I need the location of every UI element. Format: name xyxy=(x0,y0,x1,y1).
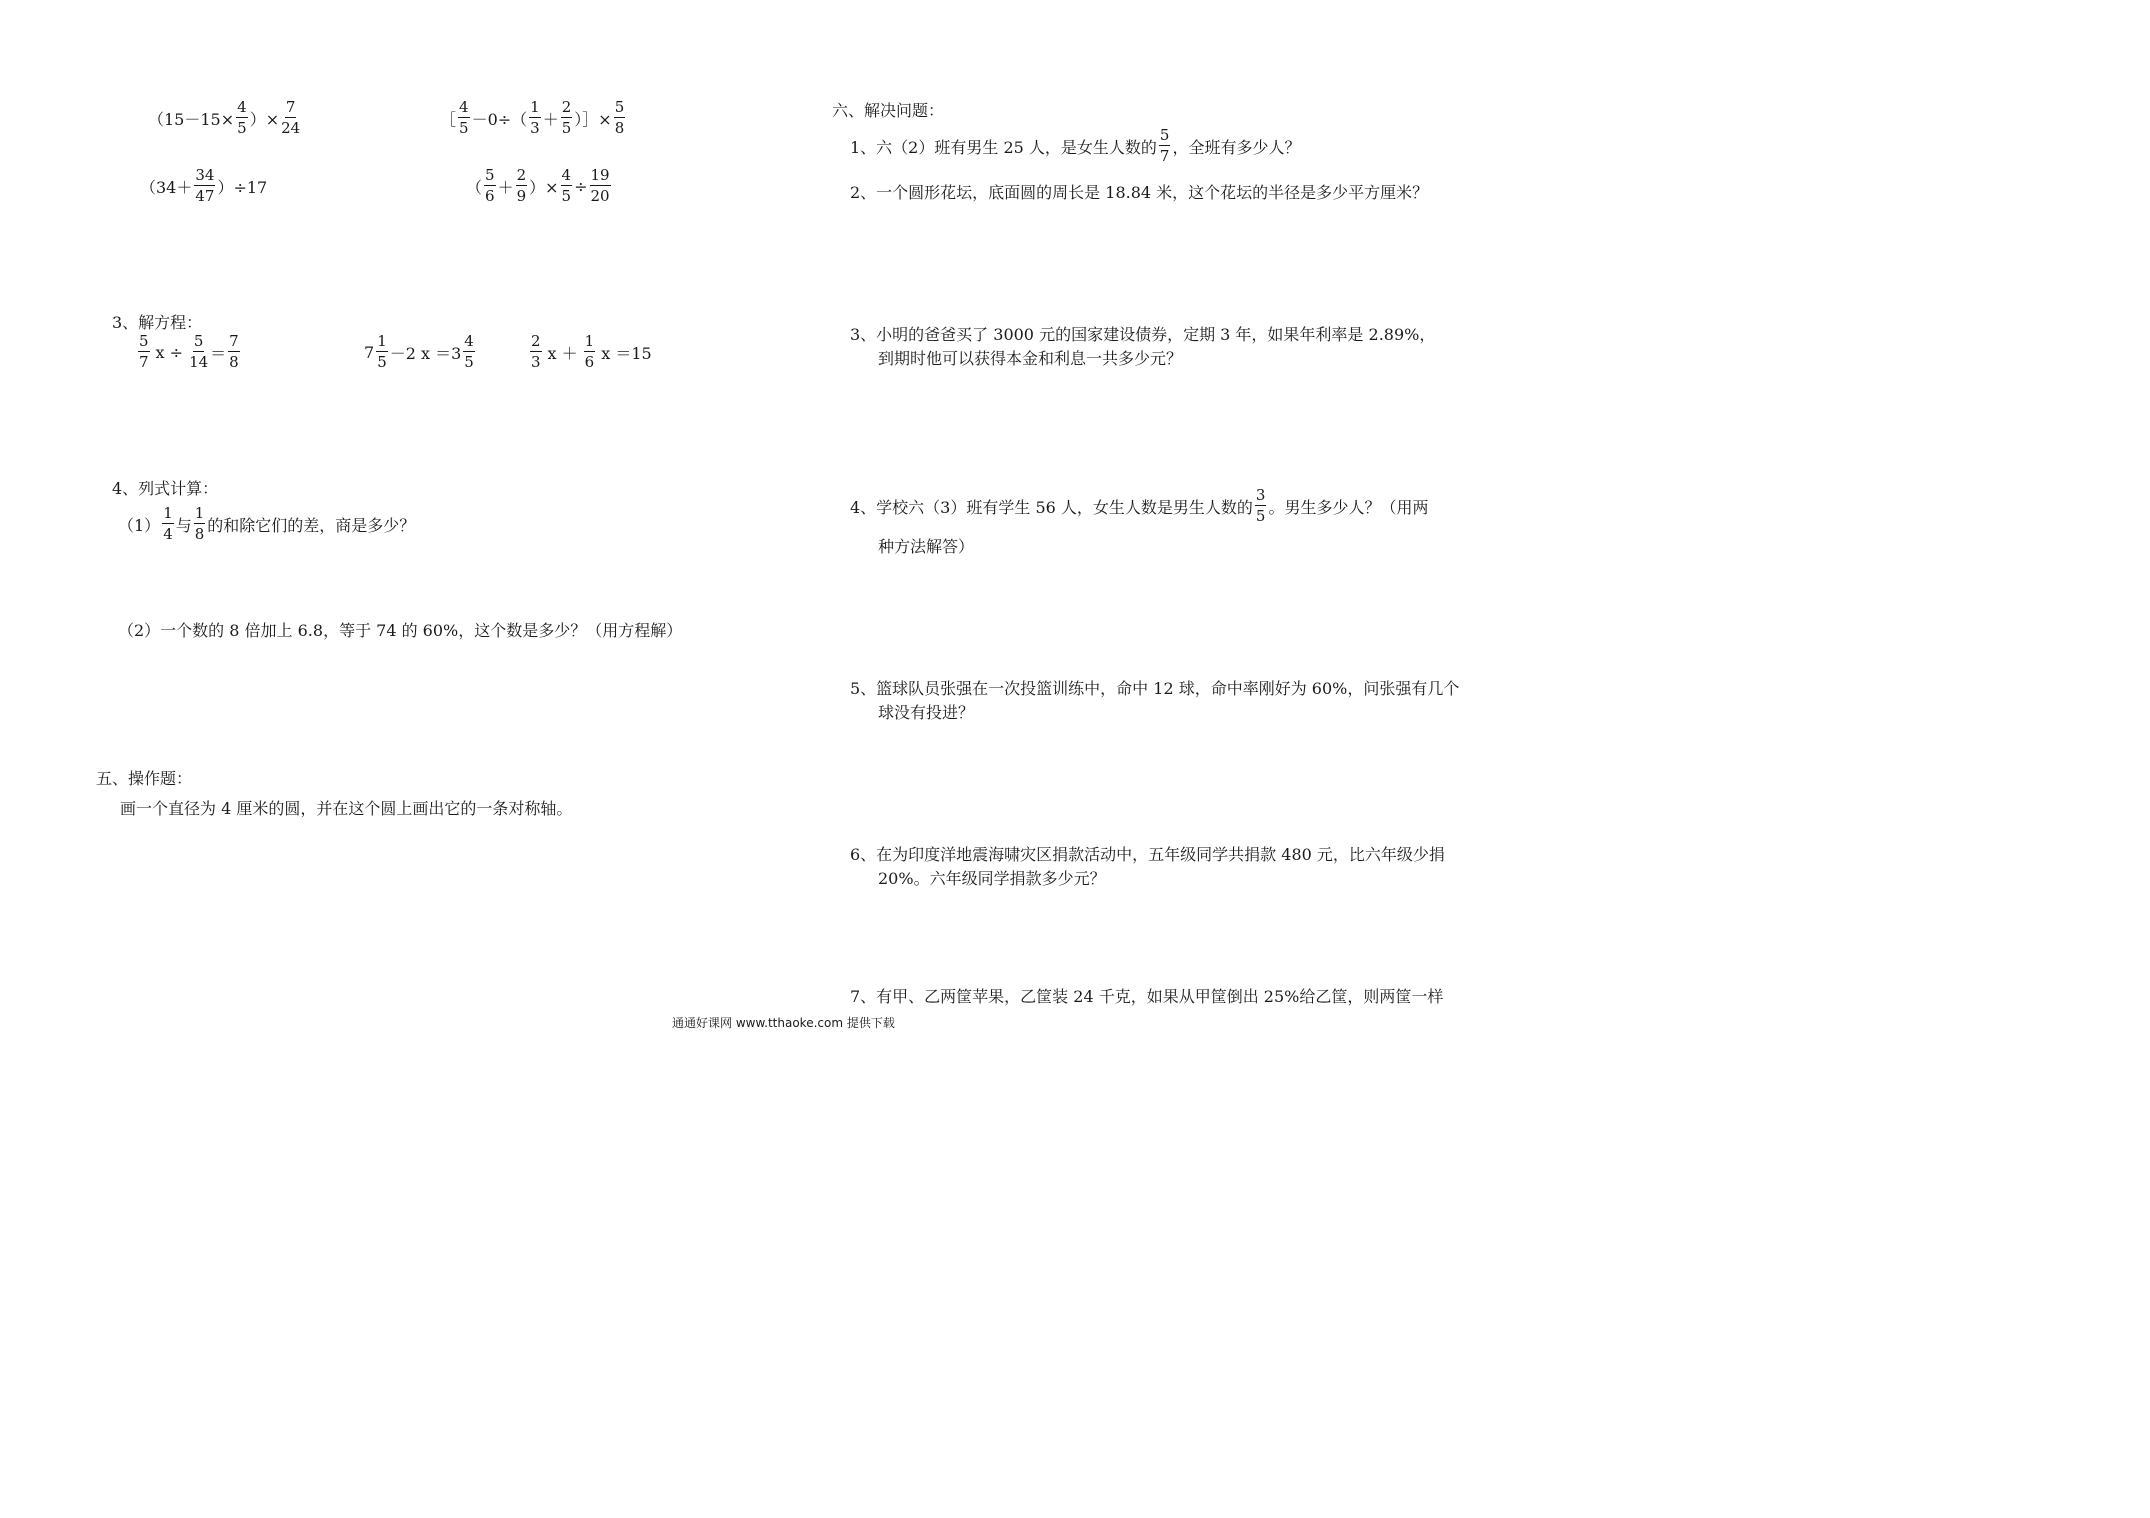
fraction: $\frac{5}{7}$ xyxy=(139,332,149,371)
problem-3-line-1: 3、小明的爸爸买了 3000 元的国家建设债券，定期 3 年，如果年利率是 2.89%， xyxy=(850,325,1436,344)
fraction: $\frac{1}{3}$ xyxy=(530,98,540,137)
fraction: $\frac{4}{5}$ xyxy=(561,166,572,205)
problem-3-line-2: 到期时他可以获得本金和利息一共多少元？ xyxy=(878,349,1183,368)
fraction: $\frac{2}{9}$ xyxy=(516,166,527,205)
section-title-list-calc: 4、列式计算： xyxy=(112,479,219,498)
list-calc-problem-1: （1） $\frac{1}{4}$ 与 $\frac{1}{8}$ 的和除它们的差，商是多少？ xyxy=(118,504,416,543)
calc-expression-1: （15－15× $\frac{4}{5}$ ）× $\frac{7}{24}$ xyxy=(148,98,301,137)
fraction: $\frac{5}{8}$ xyxy=(614,98,625,137)
fraction: $\frac{1}{6}$ xyxy=(584,332,595,371)
fraction: $\frac{5}{7}$ xyxy=(1159,126,1170,165)
problem-1: 1、六（2）班有男生 25 人，是女生人数的 $\frac{5}{7}$ ，全班有多少人？ xyxy=(850,126,1301,165)
section-title-problems: 六、解决问题： xyxy=(832,101,945,120)
fraction: $\frac{4}{5}$ xyxy=(459,98,469,137)
section-title-equations: 3、解方程： xyxy=(112,313,203,332)
list-calc-problem-2: （2）一个数的 8 倍加上 6.8，等于 74 的 60%，这个数是多少？（用方程解） xyxy=(118,621,683,640)
problem-2: 2、一个圆形花坛，底面圆的周长是 18.84 米，这个花坛的半径是多少平方厘米？ xyxy=(850,183,1429,202)
problem-6-line-2: 20%。六年级同学捐款多少元？ xyxy=(878,869,1106,888)
equation-1: $\frac{5}{7}$ x ÷ $\frac{5}{14}$ ＝ $\frac{7}{8}$ xyxy=(139,332,239,371)
fraction: $\frac{34}{47}$ xyxy=(195,166,215,205)
problem-5-line-2: 球没有投进？ xyxy=(878,703,975,722)
fraction: $\frac{5}{6}$ xyxy=(485,166,495,205)
calc-expression-3: （34＋ $\frac{34}{47}$ ）÷17 xyxy=(140,166,268,205)
fraction: $\frac{2}{3}$ xyxy=(531,332,541,371)
fraction: $\frac{5}{14}$ xyxy=(189,332,209,371)
problem-6-line-1: 6、在为印度洋地震海啸灾区捐款活动中，五年级同学共捐款 480 元，比六年级少捐 xyxy=(850,845,1445,864)
fraction: $\frac{2}{5}$ xyxy=(561,98,572,137)
problem-7: 7、有甲、乙两筐苹果，乙筐装 24 千克，如果从甲筐倒出 25%给乙筐，则两筐一样 xyxy=(850,987,1444,1006)
footer-source: 通通好课网 www.tthaoke.com 提供下载 xyxy=(672,1016,895,1030)
problem-4-line-2: 种方法解答） xyxy=(878,537,975,556)
fraction: $\frac{7}{8}$ xyxy=(229,332,239,371)
problem-5-line-1: 5、篮球队员张强在一次投篮训练中，命中 12 球，命中率刚好为 60%，问张强有几个 xyxy=(850,679,1460,698)
operation-text: 画一个直径为 4 厘米的圆，并在这个圆上画出它的一条对称轴。 xyxy=(120,799,573,818)
fraction: $\frac{1}{5}$ xyxy=(377,332,387,371)
fraction: $\frac{1}{8}$ xyxy=(194,504,205,543)
problem-4-line-1: 4、学校六（3）班有学生 56 人，女生人数是男生人数的 $\frac{3}{5}$ 。男生多少人？（用两 xyxy=(850,486,1429,525)
calc-expression-4: （ $\frac{5}{6}$ ＋ $\frac{2}{9}$ ）× $\frac{4}{5}$ ÷ $\frac{19}{20}$ xyxy=(466,166,610,205)
equation-2: 7 $\frac{1}{5}$ －2 x ＝3 $\frac{4}{5}$ xyxy=(364,332,474,371)
fraction: $\frac{4}{5}$ xyxy=(464,332,474,371)
fraction: $\frac{3}{5}$ xyxy=(1255,486,1266,525)
equation-3: $\frac{2}{3}$ x ＋ $\frac{1}{6}$ x ＝15 xyxy=(531,332,652,371)
section-title-operation: 五、操作题： xyxy=(96,769,193,788)
fraction: $\frac{4}{5}$ xyxy=(237,98,247,137)
fraction: $\frac{19}{20}$ xyxy=(590,166,610,205)
fraction: $\frac{7}{24}$ xyxy=(281,98,301,137)
calc-expression-2: ［ $\frac{4}{5}$ －0÷（ $\frac{1}{3}$ ＋ $\frac{2}{5}$ ）］× $\frac{5}{8}$ xyxy=(440,98,625,137)
fraction: $\frac{1}{4}$ xyxy=(163,504,173,543)
